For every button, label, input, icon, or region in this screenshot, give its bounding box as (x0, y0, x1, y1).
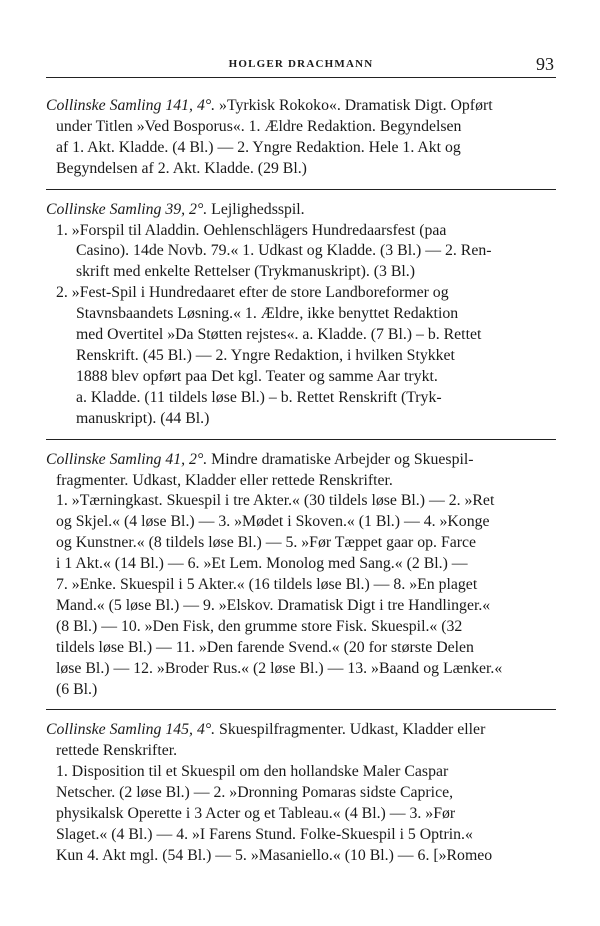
entry-line-text: skrift med enkelte Rettelser (Trykmanuskript). (3 Bl.) (76, 263, 415, 281)
entry-line (46, 659, 556, 680)
entry-line (46, 512, 556, 533)
entry-line (46, 491, 556, 512)
catalogue-entry (46, 450, 556, 701)
entry-line (46, 783, 556, 804)
entry-line (46, 159, 556, 180)
entry-line (46, 575, 556, 596)
entry-line-text: (6 Bl.) (56, 680, 98, 698)
entry-line (46, 638, 556, 659)
entry-line-text: Netscher. (2 løse Bl.) — 2. »Dronning Pomaras sidste Caprice, (56, 784, 454, 802)
header-rule (46, 77, 556, 78)
entry-line-text: og Skjel.« (4 løse Bl.) — 3. »Mødet i Skoven.« (1 Bl.) — 4. »Konge (56, 513, 490, 531)
entry-line (46, 471, 556, 492)
entry-line-text: »Tyrkisk Rokoko«. Dramatisk Digt. Opført (215, 97, 493, 114)
entry-title: Collinske Samling 141, 4°. (46, 97, 216, 114)
entry-line (46, 596, 556, 617)
page-header (46, 54, 556, 78)
entry-line-text: Renskrift. (45 Bl.) — 2. Yngre Redaktion, i hvilken Stykket (76, 346, 455, 364)
entry-line (46, 138, 556, 159)
entry-line-text: Skuespilfragmenter. Udkast, Kladder eller (215, 721, 486, 739)
entry-line (46, 680, 556, 701)
entry-line (46, 367, 556, 388)
entry-line-text: løse Bl.) — 12. »Broder Rus.« (2 løse Bl.) — 13. »Baand og Lænker.« (56, 659, 503, 677)
entry-line-text: fragmenter. Udkast, Kladder eller rettede Renskrifter. (56, 471, 393, 489)
entry-divider (46, 189, 556, 190)
catalogue-entry (46, 96, 556, 180)
entry-line (46, 241, 556, 262)
entry-line-text: 7. »Enke. Skuespil i 5 Akter.« (16 tildels løse Bl.) — 8. »En plaget (56, 576, 478, 594)
entry-line (46, 846, 556, 867)
entry-line-text: physikalsk Operette i 3 Acter og et Tableau.« (4 Bl.) — 3. »Før (56, 805, 456, 823)
entry-line (46, 533, 556, 554)
entry-line (46, 554, 556, 575)
page-number: 93 (536, 54, 554, 74)
catalogue-entry (46, 720, 556, 866)
entry-line-text: Casino). 14de Novb. 79.« 1. Udkast og Kladde. (3 Bl.) — 2. Ren- (76, 242, 492, 260)
catalogue-text (46, 96, 556, 867)
entry-line-text: 1888 blev opført paa Det kgl. Teater og samme Aar trykt. (76, 367, 438, 385)
entry-line (46, 304, 556, 325)
entry-line (46, 450, 556, 471)
entry-line-text: Begyndelsen af 2. Akt. Kladde. (29 Bl.) (56, 159, 307, 177)
entry-line-text: Lejlighedsspil. (207, 200, 305, 218)
running-title: HOLGER DRACHMANN (228, 58, 374, 70)
entry-line-text: Mindre dramatiske Arbejder og Skuespil- (207, 450, 474, 468)
entry-line-text: Slaget.« (4 Bl.) — 4. »I Farens Stund. Folke-Skuespil i 5 Optrin.« (56, 826, 473, 843)
entry-line (46, 617, 556, 638)
entry-line-text: a. Kladde. (11 tildels løse Bl.) – b. Rettet Renskrift (Tryk- (76, 388, 442, 406)
entry-line-text: manuskript). (44 Bl.) (76, 409, 210, 427)
entry-line (46, 262, 556, 283)
entry-line-text: (8 Bl.) — 10. »Den Fisk, den grumme store Fisk. Skuespil.« (32 (56, 617, 463, 635)
entry-title: Collinske Samling 39, 2°. (46, 200, 208, 218)
entry-line-text: rettede Renskrifter. (56, 742, 178, 760)
catalogue-entry (46, 200, 556, 430)
entry-line (46, 762, 556, 783)
entry-line (46, 117, 556, 138)
entry-line (46, 221, 556, 242)
entry-line (46, 200, 556, 221)
entry-line (46, 325, 556, 346)
entry-line-text: 2. »Fest-Spil i Hundredaaret efter de store Landboreformer og (56, 284, 449, 302)
entry-line-text: med Overtitel »Da Støtten rejstes«. a. Kladde. (7 Bl.) – b. Rettet (76, 326, 482, 344)
entry-title: Collinske Samling 41, 2°. (46, 450, 208, 468)
entry-line (46, 409, 556, 430)
entry-line-text: 1. »Forspil til Aladdin. Oehlenschlägers Hundredaarsfest (paa (56, 221, 447, 239)
entry-line-text: 1. Disposition til et Skuespil om den hollandske Maler Caspar (56, 763, 449, 781)
entry-line (46, 825, 556, 846)
entry-line-text: og Kunstner.« (8 tildels løse Bl.) — 5. »Før Tæppet gaar op. Farce (56, 534, 477, 552)
entry-line (46, 346, 556, 367)
entry-line-text: 1. »Tærningkast. Skuespil i tre Akter.« (30 tildels løse Bl.) — 2. »Ret (56, 492, 495, 510)
entry-line-text: Kun 4. Akt mgl. (54 Bl.) — 5. »Masaniello.« (10 Bl.) — 6. [»Romeo (56, 846, 493, 864)
entry-line (46, 720, 556, 741)
entry-divider (46, 439, 556, 440)
entry-divider (46, 709, 556, 710)
entry-line-text: Mand.« (5 løse Bl.) — 9. »Elskov. Dramatisk Digt i tre Handlinger.« (56, 596, 491, 614)
entry-line-text: under Titlen »Ved Bosporus«. 1. Ældre Redaktion. Begyndelsen (56, 117, 462, 135)
entry-line (46, 388, 556, 409)
entry-title: Collinske Samling 145, 4°. (46, 721, 216, 739)
entry-line-text: af 1. Akt. Kladde. (4 Bl.) — 2. Yngre Redaktion. Hele 1. Akt og (56, 138, 461, 156)
entry-line (46, 283, 556, 304)
entry-line (46, 96, 556, 117)
entry-line (46, 804, 556, 825)
entry-line-text: i 1 Akt.« (14 Bl.) — 6. »Et Lem. Monolog med Sang.« (2 Bl.) — (56, 555, 468, 573)
entry-line-text: tildels løse Bl.) — 11. »Den farende Svend.« (20 for største Delen (56, 638, 474, 656)
entry-line (46, 741, 556, 762)
entry-line-text: Stavnsbaandets Løsning.« 1. Ældre, ikke benyttet Redaktion (76, 305, 459, 323)
